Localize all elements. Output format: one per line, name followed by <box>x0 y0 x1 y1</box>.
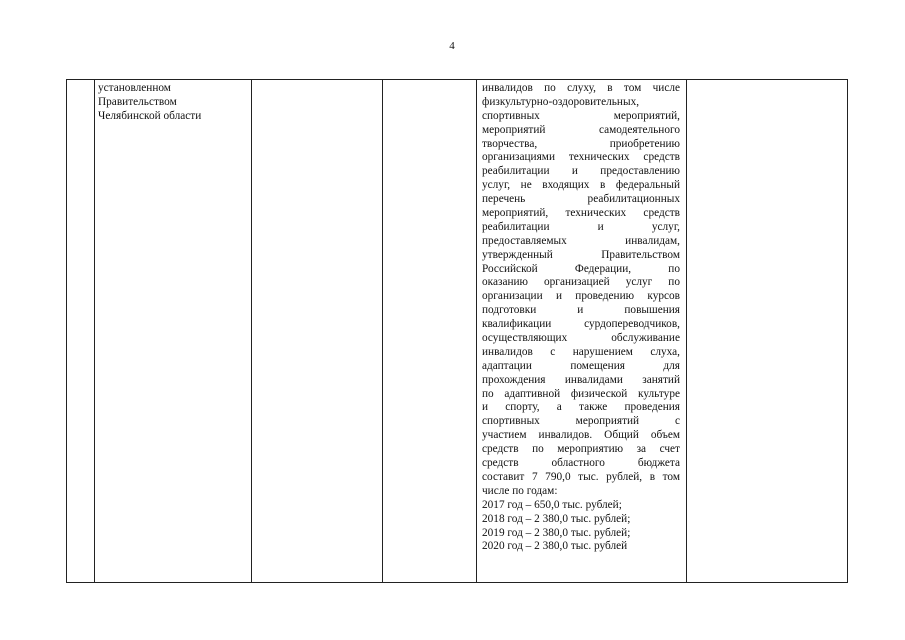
description-line: участием инвалидов. Общий объем <box>482 429 680 442</box>
page-number: 4 <box>449 40 455 52</box>
table-row <box>67 80 848 583</box>
description-line: организациями технических средств <box>482 151 680 164</box>
description-text <box>477 80 686 554</box>
description-line: по адаптивной физической культуре <box>482 387 680 400</box>
description-line: организации и проведению курсов <box>482 290 680 303</box>
description-line: инвалидов с нарушением слуха, <box>482 345 680 358</box>
description-line: физкультурно-оздоровительных, <box>482 95 640 108</box>
legal-basis-line: Правительством <box>98 95 177 108</box>
description-line: составит 7 790,0 тыс. рублей, в том <box>482 470 680 483</box>
cell-description <box>477 80 687 583</box>
description-line: адаптации помещения для <box>482 359 680 372</box>
description-line: 2018 год – 2 380,0 тыс. рублей; <box>482 512 631 525</box>
description-line: спортивных мероприятий с <box>482 415 680 428</box>
description-line: числе по годам: <box>482 484 558 497</box>
description-line: мероприятий, технических средств <box>482 207 680 220</box>
document-table <box>66 79 848 583</box>
description-line: инвалидов по слуху, в том числе <box>482 82 680 94</box>
description-line: 2019 год – 2 380,0 тыс. рублей; <box>482 526 631 539</box>
description-line: средств по мероприятию за счет <box>482 443 680 456</box>
description-line: услуг, не входящих в федеральный <box>482 179 680 192</box>
description-line: мероприятий самодеятельного <box>482 123 680 136</box>
description-line: реабилитации и услуг, <box>482 220 680 233</box>
description-line: спортивных мероприятий, <box>482 109 680 122</box>
description-line: Российской Федерации, по <box>482 262 680 275</box>
description-line: перечень реабилитационных <box>482 193 680 206</box>
description-line: утвержденный Правительством <box>482 248 680 261</box>
description-line: оказанию организацией услуг по <box>482 276 680 289</box>
cell-empty-3 <box>252 80 383 583</box>
legal-basis-text <box>95 80 251 124</box>
description-line: 2020 год – 2 380,0 тыс. рублей <box>482 540 628 553</box>
cell-empty-4 <box>383 80 477 583</box>
description-line: 2017 год – 650,0 тыс. рублей; <box>482 498 622 511</box>
cell-empty-6 <box>687 80 848 583</box>
description-line: и спорту, а также проведения <box>482 401 680 414</box>
description-line: творчества, приобретению <box>482 137 680 150</box>
description-line: средств областного бюджета <box>482 457 680 470</box>
description-line: подготовки и повышения <box>482 304 680 317</box>
cell-number <box>67 80 95 583</box>
description-line: реабилитации и предоставлению <box>482 165 680 178</box>
description-line: прохождения инвалидами занятий <box>482 373 680 386</box>
legal-basis-line: Челябинской области <box>98 109 202 122</box>
cell-legal-basis <box>95 80 252 583</box>
legal-basis-line: установленном <box>98 82 171 94</box>
description-line: предоставляемых инвалидам, <box>482 234 680 247</box>
description-line: квалификации сурдопереводчиков, <box>482 318 680 331</box>
description-line: осуществляющих обслуживание <box>482 332 680 345</box>
